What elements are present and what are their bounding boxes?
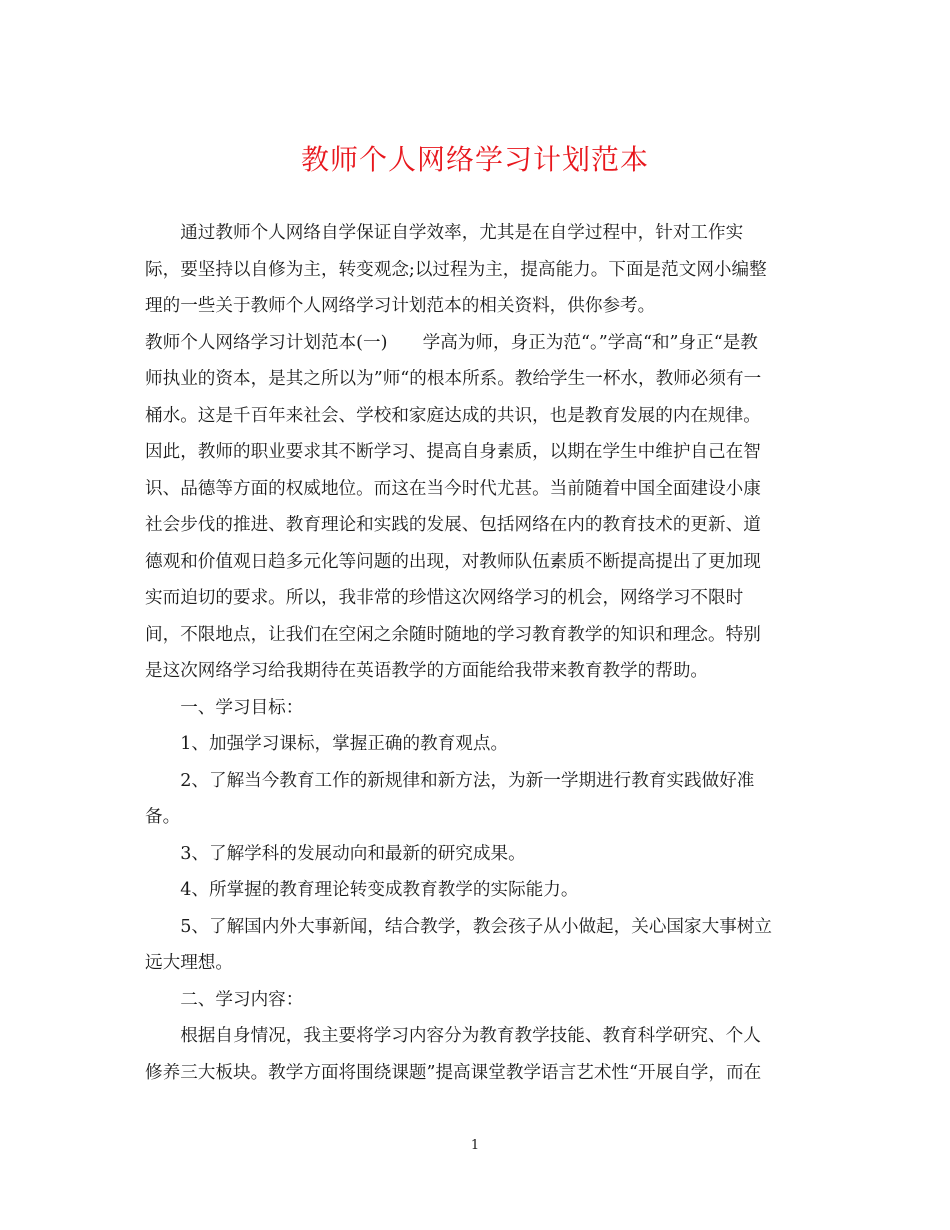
- text-line: 因此，教师的职业要求其不断学习、提高自身素质，以期在学生中维护自己在智: [145, 442, 761, 462]
- text-line: 4、所掌握的教育理论转变成教育教学的实际能力。: [145, 880, 579, 900]
- text-line: 修养三大板块。教学方面将围绕课题”提高课堂教学语言艺术性“开展自学，而在: [145, 1062, 762, 1083]
- text-line: 是这次网络学习给我期待在英语教学的方面能给我带来教育教学的帮助。: [145, 661, 709, 681]
- text-line: 远大理想。: [145, 953, 233, 973]
- text-line: 通过教师个人网络自学保证自学效率，尤其是在自学过程中，针对工作实: [145, 223, 744, 243]
- text-line: 一、学习目标：: [145, 697, 304, 718]
- text-line: 二、学习内容：: [145, 989, 304, 1010]
- document-title: 教师个人网络学习计划范本: [300, 143, 649, 176]
- text-line: 师执业的资本，是其之所以为”师“的根本所系。教给学生一杯水，教师必须有一: [145, 369, 762, 389]
- page-number: 1: [470, 1138, 480, 1153]
- text-line: 际，要坚持以自修为主，转变观念;以过程为主，提高能力。下面是范文网小编整: [145, 259, 767, 280]
- text-line: 社会步伐的推进、教育理论和实践的发展、包括网络在内的教育技术的更新、道: [145, 515, 761, 535]
- text-line: 2、了解当今教育工作的新规律和新方法，为新一学期进行教育实践做好准: [145, 770, 755, 791]
- text-line: 桶水。这是千百年来社会、学校和家庭达成的共识，也是教育发展的内在规律。: [145, 405, 761, 426]
- text-line: 教师个人网络学习计划范本(一) 学高为师，身正为范“。”学高“和”身正“是教: [145, 332, 758, 353]
- text-line: 3、了解学科的发展动向和最新的研究成果。: [145, 843, 526, 864]
- text-line: 理的一些关于教师个人网络学习计划范本的相关资料，供你参考。: [145, 296, 656, 316]
- text-line: 间，不限地点，让我们在空闲之余随时随地的学习教育教学的知识和理念。特别: [145, 624, 761, 645]
- text-line: 实而迫切的要求。所以，我非常的珍惜这次网络学习的机会，网络学习不限时: [145, 588, 744, 608]
- text-line: 1、加强学习课标，掌握正确的教育观点。: [145, 734, 509, 754]
- document-body: [145, 215, 810, 1091]
- text-line: 备。: [145, 807, 181, 827]
- text-line: 根据自身情况，我主要将学习内容分为教育教学技能、教育科学研究、个人: [145, 1026, 761, 1046]
- text-line: 5、了解国内外大事新闻，结合教学，教会孩子从小做起，关心国家大事树立: [145, 916, 772, 937]
- text-line: 识、品德等方面的权威地位。而这在当今时代尤甚。当前随着中国全面建设小康: [145, 478, 761, 499]
- text-line: 德观和价值观日趋多元化等问题的出现，对教师队伍素质不断提高提出了更加现: [145, 551, 761, 572]
